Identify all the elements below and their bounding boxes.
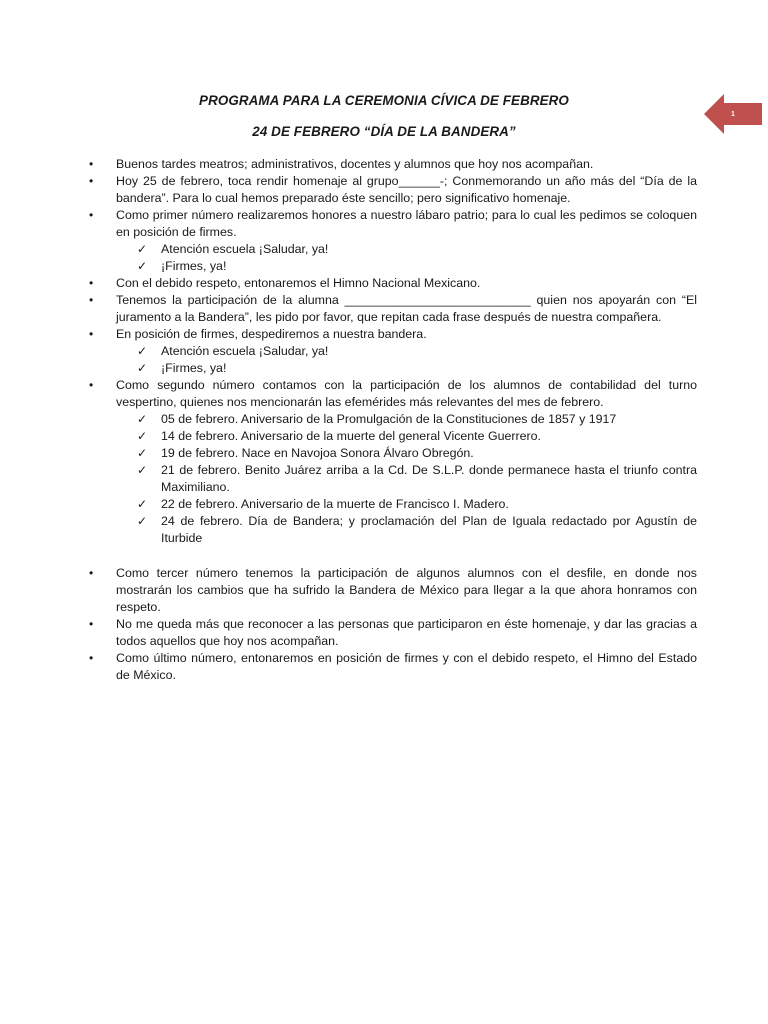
checkmark-icon: ✓ [137,497,148,511]
sub-list-item-text: 14 de febrero. Aniversario de la muerte del general Vicente Guerrero. [161,429,541,443]
sub-list-item [89,513,697,547]
bullet-icon: • [89,276,94,290]
list-item [89,275,697,292]
list-item-text: Como primer número realizaremos honores a nuestro lábaro patrio; para lo cual les pedimos se coloquen en posición de firmes. [116,208,697,239]
checkmark-icon: ✓ [137,446,148,460]
bullet-icon: • [89,378,94,392]
sub-list-item-text: Atención escuela ¡Saludar, ya! [161,344,329,358]
list-item [89,565,697,616]
document-subtitle: 24 DE FEBRERO “DÍA DE LA BANDERA” [252,124,516,139]
list-item [89,207,697,241]
checkmark-icon: ✓ [137,429,148,443]
list-item [89,173,697,207]
bullet-icon: • [89,174,94,188]
list-item-text: En posición de firmes, despediremos a nuestra bandera. [116,327,427,341]
sub-list-item-text: 19 de febrero. Nace en Navojoa Sonora Álvaro Obregón. [161,446,474,460]
sub-list-item [89,360,697,377]
bullet-icon: • [89,566,94,580]
bullet-icon: • [89,293,94,307]
sub-list-item-text: 24 de febrero. Día de Bandera; y proclamación del Plan de Iguala redactado por Agustín de Iturbide [161,514,697,545]
list-item [89,377,697,411]
bullet-icon: • [89,157,94,171]
list-item [89,650,697,684]
checkmark-icon: ✓ [137,361,148,375]
bullet-icon: • [89,208,94,222]
list-item-text: No me queda más que reconocer a las personas que participaron en éste homenaje, y dar las gracias a todos aquellos que hoy nos acompañan. [116,617,697,648]
list-item-text: Como segundo número contamos con la participación de los alumnos de contabilidad del turno vespertino, quienes nos mencionarán las efemérides más relevantes del mes de febrero. [116,378,697,409]
list-item-text: Tenemos la participación de la alumna ___________________________ quien nos apoyarán con “El juramento a la Bandera”, les pido por favor, que repitan cada frase después de nuestra compañera. [116,293,697,324]
sub-list-item-text: 22 de febrero. Aniversario de la muerte de Francisco I. Madero. [161,497,509,511]
checkmark-icon: ✓ [137,242,148,256]
sub-list-item-text: 05 de febrero. Aniversario de la Promulgación de la Constituciones de 1857 y 1917 [161,412,617,426]
sub-list-item [89,241,697,258]
list-item-text: Con el debido respeto, entonaremos el Himno Nacional Mexicano. [116,276,481,290]
sub-list-item [89,411,697,428]
checkmark-icon: ✓ [137,463,148,477]
document-title: PROGRAMA PARA LA CEREMONIA CÍVICA DE FEBRERO [199,93,569,108]
checkmark-icon: ✓ [137,412,148,426]
sub-list-item-text: Atención escuela ¡Saludar, ya! [161,242,329,256]
list-item-text: Hoy 25 de febrero, toca rendir homenaje al grupo______-; Conmemorando un año más del “Día de la bandera”. Para lo cual hemos preparado éste sencillo; pero significativo homenaje. [116,174,697,205]
section-gap [89,547,697,565]
checkmark-icon: ✓ [137,259,148,273]
sub-list-item [89,343,697,360]
list-item-text: Buenos tardes meatros; administrativos, docentes y alumnos que hoy nos acompañan. [116,157,594,171]
sub-list-item-text: ¡Firmes, ya! [161,259,227,273]
sub-list-item-text: 21 de febrero. Benito Juárez arriba a la Cd. De S.L.P. donde permanece hasta el triunfo contra Maximiliano. [161,463,697,494]
document-body [89,156,697,684]
list-item-text: Como último número, entonaremos en posición de firmes y con el debido respeto, el Himno del Estado de México. [116,651,697,682]
list-item [89,156,697,173]
checkmark-icon: ✓ [137,514,148,528]
list-item [89,326,697,343]
list-item [89,616,697,650]
checkmark-icon: ✓ [137,344,148,358]
sub-list-item [89,462,697,496]
sub-list-item [89,496,697,513]
bullet-icon: • [89,651,94,665]
sub-list-item [89,428,697,445]
bullet-icon: • [89,327,94,341]
list-item-text: Como tercer número tenemos la participación de algunos alumnos con el desfile, en donde nos mostrarán los cambios que ha sufrido la Bandera de México para llegar a la que ahora honramos con respeto. [116,566,697,614]
sub-list-item-text: ¡Firmes, ya! [161,361,227,375]
sub-list-item [89,445,697,462]
sub-list-item [89,258,697,275]
list-item [89,292,697,326]
bullet-icon: • [89,617,94,631]
page-number: 1 [731,111,735,118]
